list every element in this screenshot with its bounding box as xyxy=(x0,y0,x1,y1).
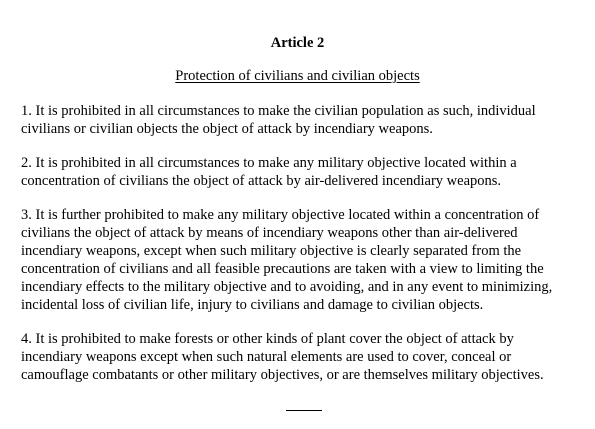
paragraph-line: 1. It is prohibited in all circumstances to make the civilian population as such, individual xyxy=(21,103,536,119)
paragraph-line: concentration of civilians the object of attack by air-delivered incendiary weapons. xyxy=(21,173,502,189)
paragraph-line: civilians the object of attack by means of incendiary weapons other than air-delivered xyxy=(21,225,518,241)
paragraph-line: concentration of civilians and all feasible precautions are taken with a view to limiting the xyxy=(21,261,544,277)
paragraph-line: incendiary weapons, except when such military objective is clearly separated from the xyxy=(21,243,522,259)
paragraph-line: 3. It is further prohibited to make any military objective located within a concentration of xyxy=(21,207,540,223)
paragraph-line: 2. It is prohibited in all circumstances to make any military objective located within a xyxy=(21,155,517,171)
paragraph-2 xyxy=(21,154,581,190)
paragraph-line: 4. It is prohibited to make forests or other kinds of plant cover the object of attack by xyxy=(21,331,514,347)
paragraph-3 xyxy=(21,206,581,314)
paragraph-1 xyxy=(21,102,581,138)
article-subtitle xyxy=(0,67,595,85)
article-heading: Article 2 xyxy=(270,35,325,51)
paragraph-4 xyxy=(21,330,581,384)
paragraph-line: civilians or civilian objects the object of attack by incendiary weapons. xyxy=(21,121,433,137)
paragraph-line: incendiary weapons except when such natural elements are used to cover, conceal or xyxy=(21,349,512,365)
paragraph-line: incidental loss of civilian life, injury to civilians and damage to civilian objects. xyxy=(21,297,484,313)
article-subtitle-text: Protection of civilians and civilian objects xyxy=(175,68,420,84)
paragraph-line: camouflage combatants or other military objectives, or are themselves military objectives. xyxy=(21,367,544,383)
end-separator-line xyxy=(286,410,322,411)
paragraph-line: incendiary effects to the military objective and to avoiding, and in any event to minimizing, xyxy=(21,279,553,295)
